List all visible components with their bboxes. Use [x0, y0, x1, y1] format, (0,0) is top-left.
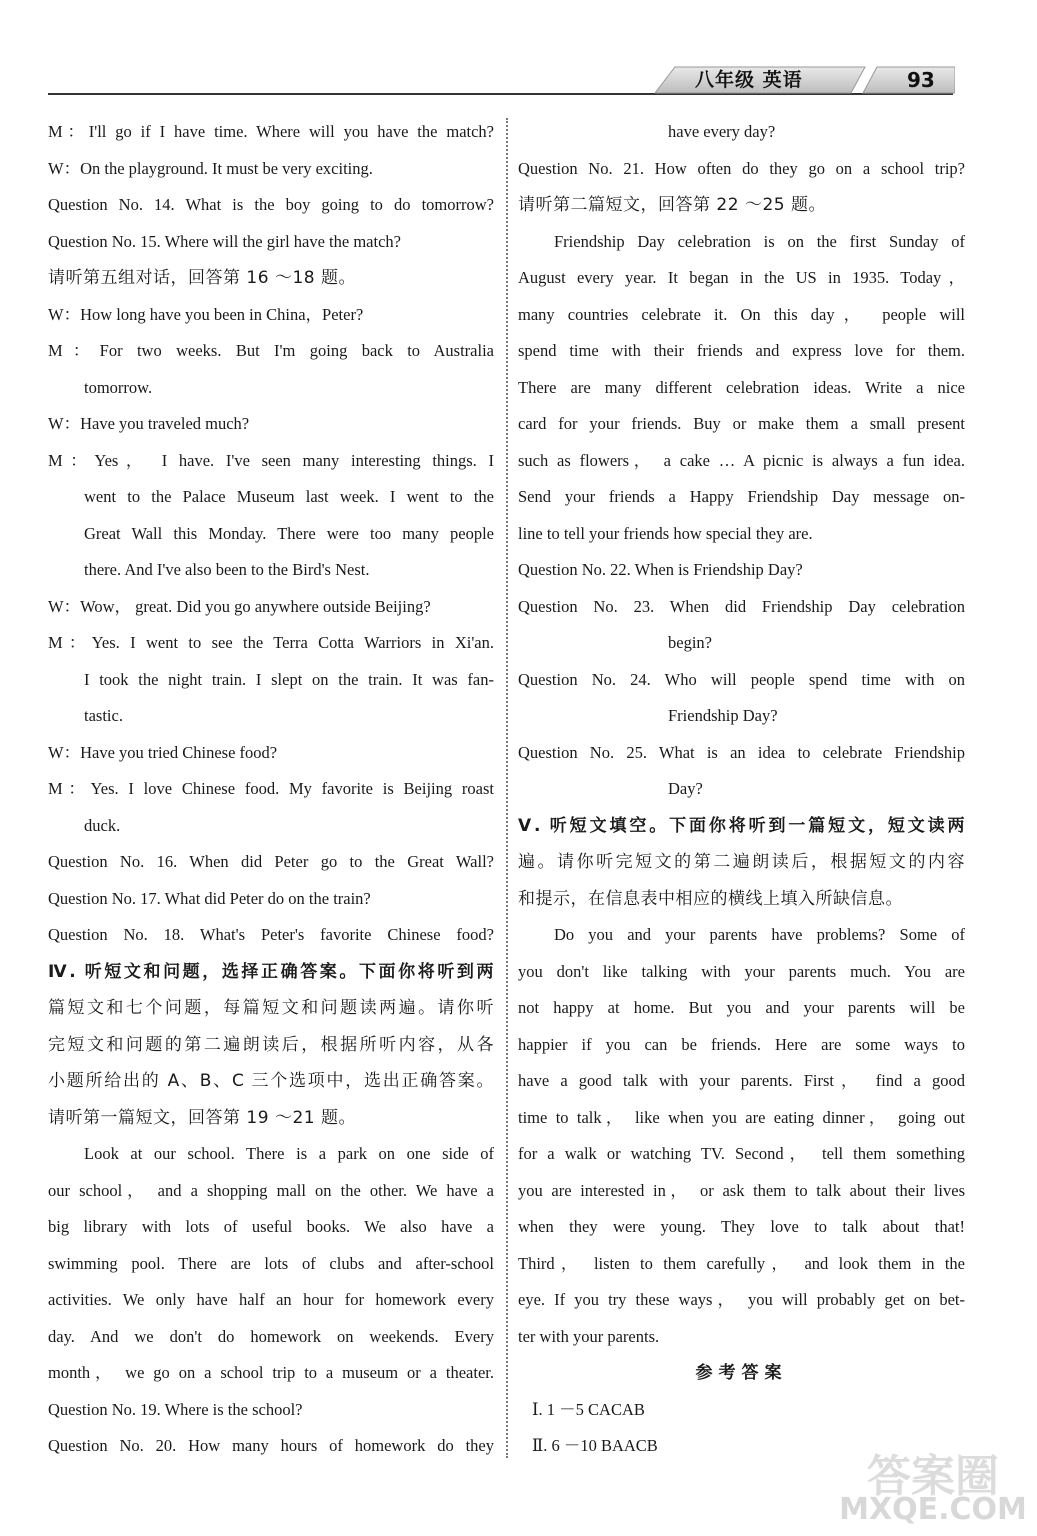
section-instruction: 请听第二篇短文，回答第 22 ～25 题。 [518, 195, 826, 215]
section-heading: Ⅴ. 听短文填空。下面你将听到一篇短文，短文读两 [518, 815, 965, 836]
text-line: duck. [84, 815, 121, 835]
section-instruction: 完短文和问题的第二遍朗读后，根据所听内容，从各 [48, 1034, 494, 1055]
answer-key-title: 参考答案 [695, 1363, 788, 1383]
section-instruction: 请听第一篇短文，回答第 19 ～21 题。 [48, 1107, 356, 1128]
question-line: Question No. 22. When is Friendship Day? [518, 560, 803, 579]
section-instruction: 小题所给出的 A、B、C 三个选项中，选出正确答案。 [48, 1071, 494, 1091]
passage-line: line to tell your friends how special they are. [518, 523, 813, 543]
header-title: 八年级 英语 [695, 69, 803, 91]
text-line: W：Wow， great. Did you go anywhere outside Beijing? [48, 596, 431, 616]
text-line: Question No. 14. What is the boy going to do tomorrow? [48, 195, 494, 214]
text-line: I took the night train. I slept on the train. It was fan- [84, 669, 494, 689]
passage-line: our school， and a shopping mall on the other. We have a [48, 1180, 494, 1200]
question-line: have every day? [668, 122, 776, 141]
passage-line: Look at our school. There is a park on one side of [84, 1144, 494, 1163]
question-line: Question No. 21. How often do they go on a school trip? [518, 158, 965, 178]
text-line: M：I'll go if I have time. Where will you have the match? [48, 122, 494, 141]
page-number: 93 [907, 68, 935, 92]
question-line: Question No. 16. When did Peter go to the Great Wall? [48, 852, 494, 871]
section-instruction: 请听第五组对话，回答第 16 ～18 题。 [48, 268, 356, 288]
question-line: Question No. 24. Who will people spend time with on [518, 669, 965, 689]
passage-line: you don't like talking with your parents much. You are [518, 961, 965, 981]
passage-line: spend time with their friends and express love for them. [518, 341, 965, 360]
question-line: begin? [668, 633, 712, 652]
section-heading: Ⅳ. 听短文和问题，选择正确答案。下面你将听到两 [48, 961, 494, 982]
text-line: went to the Palace Museum last week. I went to the [84, 487, 494, 506]
question-line: Day? [668, 779, 703, 798]
passage-line: There are many different celebration ideas. Write a nice [518, 377, 965, 397]
column-divider [506, 118, 508, 1458]
text-line: Great Wall this Monday. There were too many people [84, 523, 494, 543]
watermark [838, 1440, 1028, 1530]
passage-line: such as flowers， a cake … A picnic is always a fun idea. [518, 450, 965, 470]
question-line: Question No. 25. What is an idea to celebrate Friendship [518, 742, 965, 762]
passage-line: have a good talk with your parents. First， find a good [518, 1071, 965, 1090]
text-line: W：Have you tried Chinese food? [48, 742, 278, 762]
watermark-logo: 答案圈 [867, 1451, 999, 1502]
passage-line: ter with your parents. [518, 1326, 660, 1346]
passage-line: time to talk， like when you are eating dinner， going out [518, 1107, 965, 1127]
passage-line: card for your friends. Buy or make them a small present [518, 414, 965, 433]
question-line: Question No. 20. How many hours of homework do they [48, 1436, 494, 1455]
text-line: there. And I've also been to the Bird's Nest. [84, 560, 370, 579]
text-line: M：Yes. I love Chinese food. My favorite is Beijing roast [48, 779, 494, 798]
passage-line: month， we go on a school trip to a museum or a theater. [48, 1363, 494, 1382]
passage-line: Third， listen to them carefully， and look them in the [518, 1253, 965, 1273]
answer-line: Ⅰ. 1 －5 CACAB [532, 1399, 645, 1419]
passage-line: Friendship Day celebration is on the first Sunday of [554, 231, 965, 251]
passage-line: day. And we don't do homework on weekends. Every [48, 1326, 494, 1346]
text-line: M：For two weeks. But I'm going back to Australia [48, 341, 494, 360]
passage-line: Do you and your parents have problems? Some of [554, 925, 965, 944]
question-line: Question No. 17. What did Peter do on the train? [48, 888, 371, 908]
answer-line: Ⅱ. 6 －10 BAACB [532, 1436, 658, 1455]
passage-line: not happy at home. But you and your parents will be [518, 998, 965, 1017]
text-line: tastic. [84, 706, 123, 725]
question-line: Question No. 18. What's Peter's favorite Chinese food? [48, 925, 494, 944]
left-column [48, 114, 494, 1465]
question-line: Friendship Day? [668, 706, 778, 725]
right-column [518, 114, 965, 1465]
text-line: tomorrow. [84, 377, 153, 397]
passage-line: Send your friends a Happy Friendship Day message on- [518, 487, 965, 506]
passage-line: when they were young. They love to talk about that! [518, 1217, 965, 1236]
passage-line: eye. If you try these ways， you will probably get on bet- [518, 1290, 965, 1309]
question-line: Question No. 23. When did Friendship Day celebration [518, 596, 965, 616]
header-tab [655, 66, 955, 94]
watermark-site: MXQE.COM [839, 1492, 1027, 1527]
text-line: W：How long have you been in China，Peter? [48, 304, 364, 324]
section-instruction: 遍。请你听完短文的第二遍朗读后，根据短文的内容 [518, 852, 965, 872]
text-line: M：Yes. I went to see the Terra Cotta Warriors in Xi'an. [48, 633, 494, 652]
text-line: W：Have you traveled much? [48, 414, 250, 433]
passage-line: big library with lots of useful books. We also have a [48, 1217, 494, 1236]
text-line: Question No. 15. Where will the girl have the match? [48, 231, 401, 251]
passage-line: happier if you can be friends. Here are some ways to [518, 1034, 965, 1054]
passage-line: August every year. It began in the US in 1935. Today， [518, 268, 965, 287]
section-instruction: 和提示，在信息表中相应的横线上填入所缺信息。 [518, 888, 903, 909]
text-line: W：On the playground. It must be very exciting. [48, 158, 373, 178]
text-line: M：Yes， I have. I've seen many interesting things. I [48, 450, 494, 470]
question-line: Question No. 19. Where is the school? [48, 1399, 303, 1419]
passage-line: swimming pool. There are lots of clubs and after-school [48, 1253, 494, 1273]
passage-line: for a walk or watching TV. Second， tell them something [518, 1144, 965, 1163]
section-instruction: 篇短文和七个问题，每篇短文和问题读两遍。请你听 [48, 998, 494, 1018]
passage-line: activities. We only have half an hour for homework every [48, 1290, 494, 1309]
passage-line: you are interested in， or ask them to talk about their lives [518, 1180, 965, 1200]
passage-line: many countries celebrate it. On this day， people will [518, 304, 965, 324]
